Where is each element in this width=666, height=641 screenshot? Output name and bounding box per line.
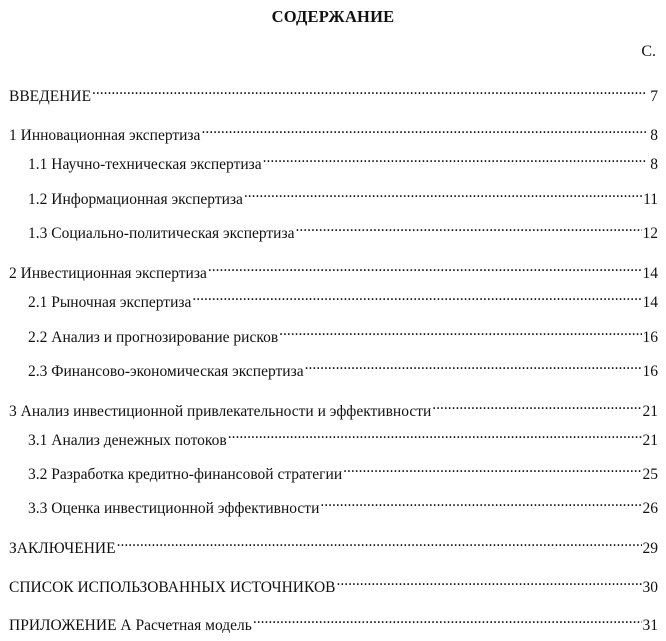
toc-entry-page: 11	[643, 191, 658, 208]
dot-leader	[295, 218, 641, 238]
dot-leader	[92, 81, 647, 101]
dot-leader	[208, 258, 642, 278]
toc-entry-page: 7	[650, 88, 658, 105]
toc-entry-label: ВВЕДЕНИЕ	[9, 88, 92, 105]
toc-entry-page: 16	[642, 329, 658, 346]
toc-entry-label: 1.2 Информационная экспертиза	[28, 191, 243, 208]
toc-entry[interactable]	[28, 149, 658, 175]
toc-entry-label: 3.3 Оценка инвестиционной эффективности	[28, 500, 320, 517]
toc-entry[interactable]	[9, 120, 658, 146]
dot-leader	[343, 459, 641, 479]
toc-entry[interactable]	[9, 610, 658, 636]
toc-entry[interactable]	[9, 81, 658, 107]
dot-leader	[244, 184, 642, 204]
toc-entry-label: 1.3 Социально-политическая экспертиза	[28, 225, 295, 242]
toc-entry-page: 8	[650, 127, 658, 144]
dot-leader	[320, 493, 641, 513]
toc-title: СОДЕРЖАНИЕ	[271, 7, 395, 26]
toc-entry-label: ПРИЛОЖЕНИЕ А Расчетная модель	[9, 617, 252, 634]
toc-entry-label: 3 Анализ инвестиционной привлекательности и эффективности	[9, 403, 432, 420]
toc-entry[interactable]	[28, 218, 658, 244]
toc-entry-page: 30	[642, 579, 658, 596]
toc-entry[interactable]	[28, 356, 658, 382]
toc-entry-label: 1 Инновационная экспертиза	[9, 127, 201, 144]
dot-leader	[117, 533, 642, 553]
toc-entry-label: 3.2 Разработка кредитно-финансовой стратегии	[28, 466, 343, 483]
dot-leader	[263, 149, 647, 169]
toc-entry-page: 25	[642, 466, 658, 483]
toc-entry-label: 2.3 Финансово-экономическая экспертиза	[28, 363, 304, 380]
toc-entry[interactable]	[28, 322, 658, 348]
toc-entry-page: 31	[642, 617, 658, 634]
toc-entry[interactable]	[28, 459, 658, 485]
toc-entry-page: 12	[642, 225, 658, 242]
toc-entry-page: 26	[642, 500, 658, 517]
dot-leader	[228, 425, 642, 445]
toc-entry[interactable]	[28, 425, 658, 451]
toc-entry-label: СПИСОК ИСПОЛЬЗОВАННЫХ ИСТОЧНИКОВ	[9, 579, 336, 596]
toc-entry-label: ЗАКЛЮЧЕНИЕ	[9, 540, 116, 557]
toc-entry[interactable]	[28, 287, 658, 313]
toc-entry[interactable]	[9, 572, 658, 598]
toc-entry[interactable]	[28, 493, 658, 519]
toc-entry[interactable]	[28, 184, 658, 210]
toc-entry[interactable]	[9, 396, 658, 422]
dot-leader	[432, 396, 641, 416]
toc-entry-label: 2.2 Анализ и прогнозирование рисков	[28, 329, 279, 346]
toc-entry-page: 14	[642, 294, 658, 311]
toc-entry-page: 21	[642, 432, 658, 449]
toc-entry-page: 29	[642, 540, 658, 557]
toc-entry[interactable]	[9, 258, 658, 284]
toc-entry-page: 16	[642, 363, 658, 380]
toc-entry-label: 2 Инвестиционная экспертиза	[9, 265, 207, 282]
toc-entry-page: 8	[650, 156, 658, 173]
dot-leader	[253, 610, 642, 630]
toc-entry-label: 2.1 Рыночная экспертиза	[28, 294, 192, 311]
toc-entry-label: 3.1 Анализ денежных потоков	[28, 432, 227, 449]
dot-leader	[201, 120, 647, 140]
dot-leader	[305, 356, 642, 376]
toc-entry-page: 21	[642, 403, 658, 420]
dot-leader	[192, 287, 641, 307]
toc-entry-page: 14	[642, 265, 658, 282]
toc-entry-label: 1.1 Научно-техническая экспертиза	[28, 156, 262, 173]
dot-leader	[336, 572, 641, 592]
toc-entry[interactable]	[9, 533, 658, 559]
page-column-label: С.	[641, 43, 656, 60]
dot-leader	[279, 322, 641, 342]
